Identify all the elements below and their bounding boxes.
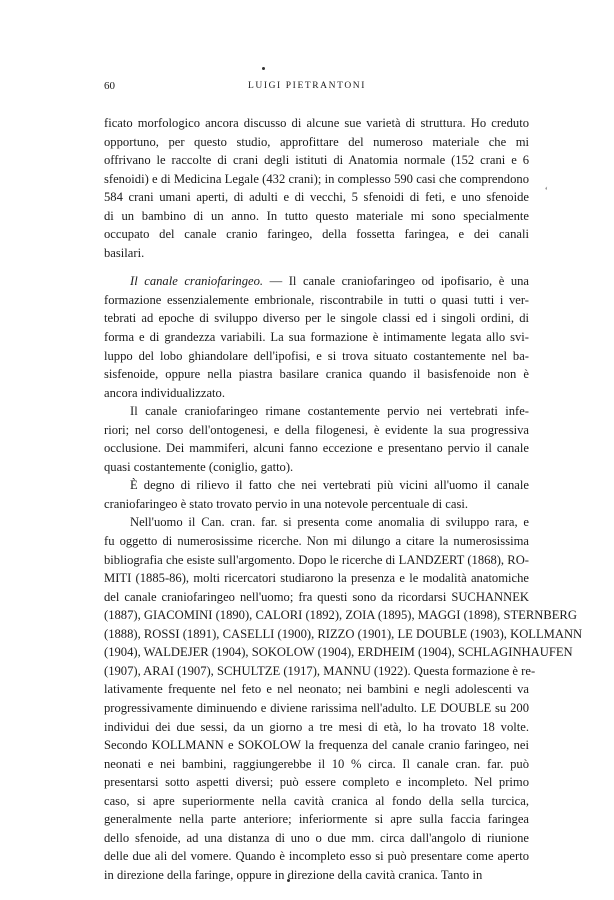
text-line	[104, 114, 529, 133]
text-line	[104, 328, 529, 347]
line-text: dello sfenoide, ad una distanza di uno o due mm. circa dall'angolo di riunione	[104, 830, 529, 845]
line-text: sisfenoide, oppure nella piastra basilare cranica quando il basisfenoide non è	[104, 367, 529, 382]
line-text: di un bambino di un anno. In tutto questo materiale mi sono specialmente	[104, 208, 529, 223]
text-line	[104, 680, 529, 699]
text-line	[104, 755, 529, 774]
line-text: (1907), ARAI (1907), SCHULTZE (1917), MANNU (1922). Questa formazione è re-	[104, 663, 536, 678]
text-line	[104, 272, 529, 291]
line-text: (1904), WALDEJER (1904), SOKOLOW (1904), ERDHEIM (1904), SCHLAGINHAUFEN	[104, 645, 573, 660]
text-line	[104, 347, 529, 366]
paragraph	[104, 272, 529, 402]
line-text: (1888), ROSSI (1891), CASELLI (1900), RIZZO (1901), LE DOUBLE (1903), KOLLMANN	[104, 626, 583, 641]
line-text: neonati e nei bambini, raggiungerebbe il 10 % circa. Il canale cran. far. può	[104, 756, 529, 771]
text-line	[104, 476, 529, 495]
line-text: progressivamente diminuendo e diviene rarissima nell'adulto. LE DOUBLE su 200	[104, 700, 529, 715]
page-number: 60	[104, 80, 115, 92]
text-line	[104, 402, 529, 421]
line-text: opportuno, per questo studio, approfittare del numeroso materiale che mi	[104, 134, 529, 149]
running-title: LUIGI PIETRANTONI	[247, 81, 367, 91]
paragraph	[104, 114, 529, 262]
line-text: ficato morfologico ancora discusso di alcune sue varietà di struttura. Ho creduto	[104, 116, 529, 130]
text-line	[104, 458, 529, 477]
text-line	[104, 207, 529, 226]
text-line	[104, 133, 529, 152]
page-header	[0, 80, 614, 96]
text-line	[104, 532, 529, 551]
text-line	[104, 718, 529, 737]
line-text: MITI (1885-86), molti ricercatori studiarono la presenza e le modalità anatomiche	[104, 571, 529, 586]
text-line	[104, 551, 529, 570]
text-line	[104, 792, 529, 811]
paragraph	[104, 513, 583, 884]
line-text: generalmente nella parte anteriore; inferiormente si apre sulla faccia faringea	[104, 812, 529, 827]
line-text: bibliografia che esiste sull'argomento. Dopo le ricerche di LANDZERT (1868), RO-	[104, 552, 529, 567]
text-line	[104, 588, 529, 607]
text-line	[104, 773, 529, 792]
text-line	[104, 365, 529, 384]
line-text: 584 crani umani aperti, di adulti e di vecchi, 5 sfenoidi di feti, e uno sfenoide	[104, 190, 529, 205]
text-line	[104, 170, 529, 189]
line-text: del canale craniofaringeo nell'uomo; fra questi sono da ricordarsi SUCHANNEK	[104, 589, 529, 604]
text-line	[104, 699, 529, 718]
line-text: offrivano le raccolte di crani degli istituti di Anatomia normale (152 crani e 6	[104, 153, 529, 168]
paragraph	[104, 402, 529, 476]
line-text: forma e di grandezza variabili. La sua formazione è intimamente legata allo svi-	[104, 330, 529, 345]
line-text: individui dei due sessi, da un giorno a tre mesi di età, lo ha trovato 18 volte.	[104, 719, 529, 734]
margin-mark: ʻ	[544, 186, 548, 197]
text-line	[104, 225, 529, 244]
line-text: delle due ali del vomere. Quando è incompleto esso si può presentare come aperto	[104, 849, 529, 864]
line-text: lativamente frequente nel feto e nel neonato; nei bambini e negli adolescenti va	[104, 682, 529, 697]
line-text: Nell'uomo il Can. cran. far. si presenta come anomalia di sviluppo rara, e	[130, 515, 529, 530]
line-text: Il canale craniofaringeo rimane costantemente pervio nei vertebrati infe-	[130, 404, 529, 419]
line-text: (1887), GIACOMINI (1890), CALORI (1892), ZOIA (1895), MAGGI (1898), STERNBERG	[104, 608, 577, 623]
line-text: ancora individualizzato.	[104, 385, 225, 400]
text-line	[104, 625, 583, 644]
text-line	[104, 569, 529, 588]
text-line	[104, 736, 529, 755]
line-text: tebrati ad epoche di sviluppo diverso per le singole classi ed i singoli ordini, di	[104, 311, 529, 326]
text-line	[104, 829, 529, 848]
text-line	[104, 188, 529, 207]
paragraph	[104, 476, 529, 513]
text-line	[104, 606, 577, 625]
line-text: È degno di rilievo il fatto che nei vertebrati più vicini all'uomo il canale	[130, 478, 529, 493]
line-text: quasi costantemente (coniglio, gatto).	[104, 459, 294, 474]
line-text: luppo del lobo ghiandolare dell'ipofisi, e si trova situato costantemente nel ba-	[104, 348, 529, 363]
text-line	[104, 495, 529, 514]
section-heading: Il canale craniofaringeo.	[130, 274, 264, 289]
line-text: craniofaringeo è stato trovato pervio in una notevole percentuale di casi.	[104, 496, 469, 511]
line-text: formazione essenzialemente embrionale, riscontrabile in tutti o quasi tutti i ver-	[104, 292, 529, 307]
text-line	[104, 439, 529, 458]
text-line	[104, 244, 529, 263]
line-text: — Il canale craniofaringeo od ipofisario, è una	[269, 274, 530, 289]
line-text: basilari.	[104, 245, 145, 260]
text-line	[104, 384, 529, 403]
line-text: riori; nel corso dell'ontogenesi, e della filogenesi, è evidente la sua progressiva	[104, 422, 529, 437]
text-line	[104, 643, 573, 662]
body-text	[104, 114, 583, 884]
text-line	[104, 309, 529, 328]
text-line	[104, 421, 529, 440]
text-line	[104, 810, 529, 829]
line-text: occupato del canale cranio faringeo, della fossetta faringea, e dei canali	[104, 227, 529, 242]
line-text: in direzione della faringe, oppure in direzione della cavità cranica. Tanto in	[104, 867, 483, 882]
line-text: presentarsi sotto aspetti diversi; può essere completo e incompleto. Nel primo	[104, 775, 529, 790]
line-text: fu oggetto di numerosissime ricerche. Non mi dilungo a citare la numerosissima	[104, 534, 529, 549]
text-line	[104, 847, 529, 866]
text-line	[104, 662, 536, 681]
line-text: Secondo KOLLMANN e SOKOLOW la frequenza del canale cranio faringeo, nei	[104, 738, 529, 753]
text-line	[104, 866, 529, 885]
line-text: caso, si apre superiormente nella cavità cranica al fondo della sella turcica,	[104, 793, 529, 808]
text-line	[104, 151, 529, 170]
text-line	[104, 291, 529, 310]
text-line	[104, 513, 529, 532]
line-text: sfenoidi) e di Medicina Legale (432 crani); in complesso 590 casi che comprendono	[104, 171, 529, 186]
ink-speck	[262, 67, 265, 70]
line-text: occlusione. Dei mammiferi, alcuni fanno eccezione e presentano pervio il canale	[104, 441, 529, 456]
